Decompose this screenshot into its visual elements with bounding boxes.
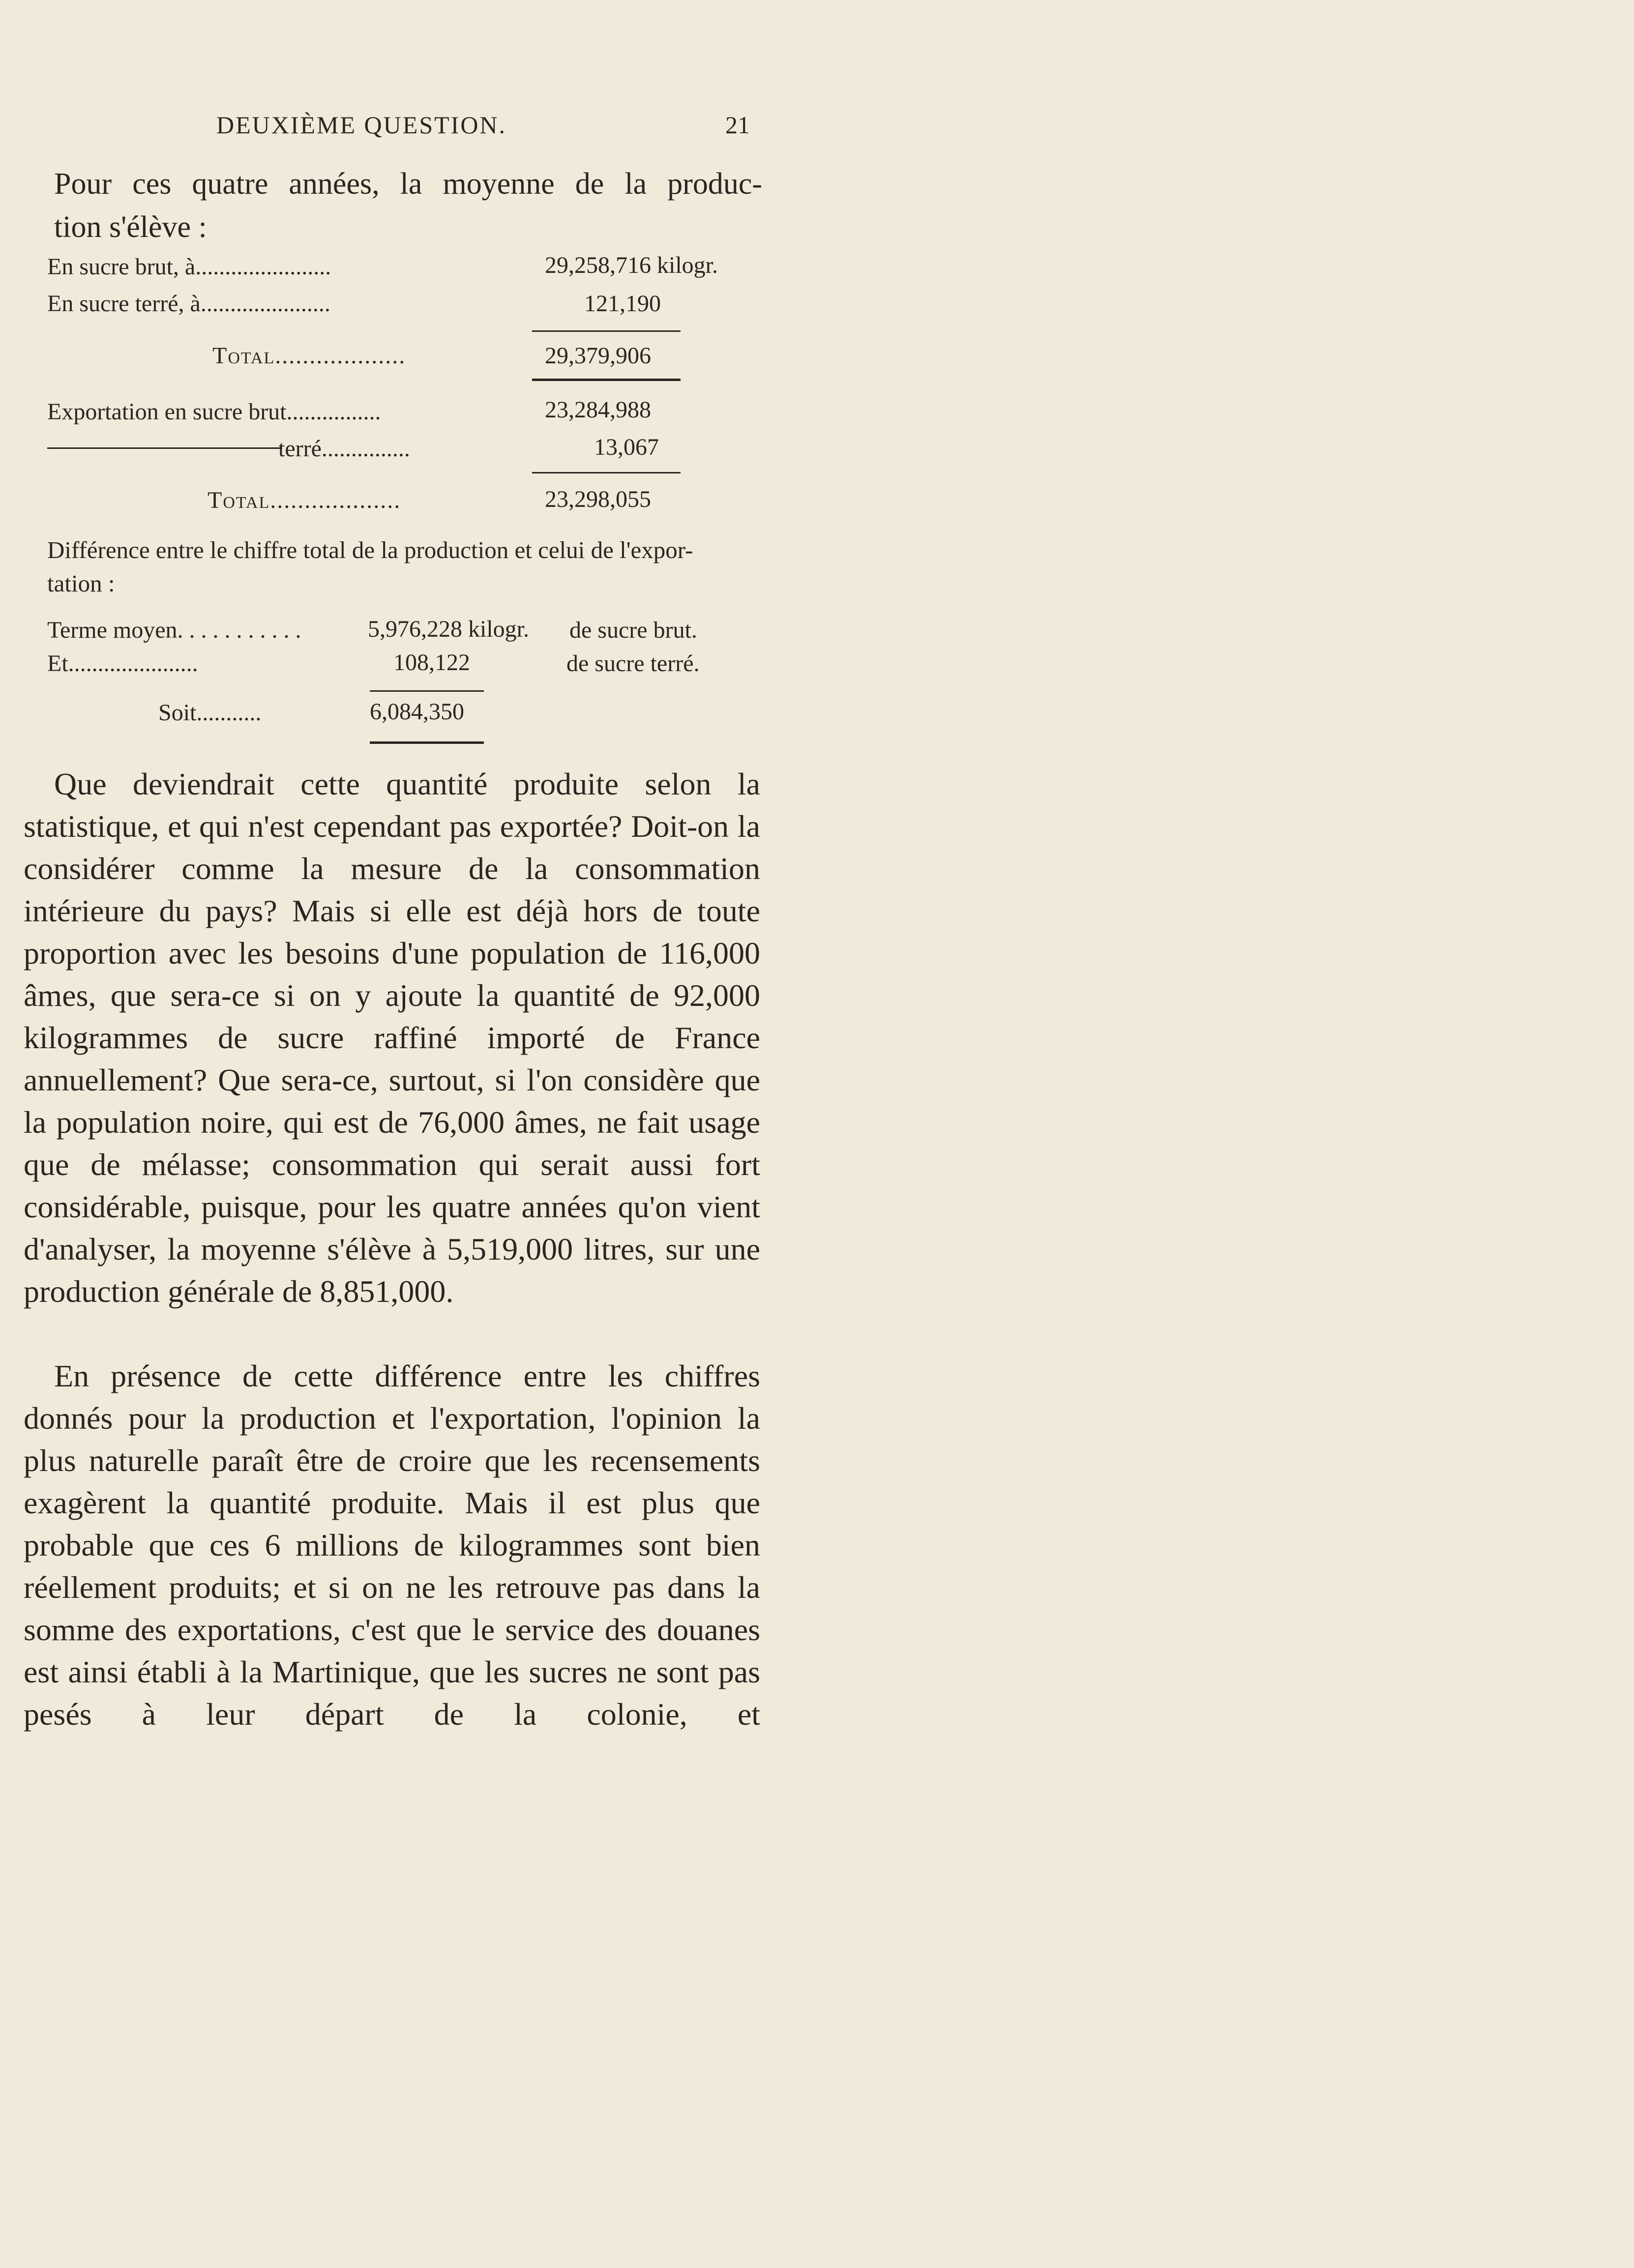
- export-row-terre-label: terré...............: [278, 436, 410, 462]
- production-row-terre-value: 121,190: [584, 291, 661, 317]
- difference-line-2: tation :: [47, 570, 115, 597]
- export-total-label: Total...................: [208, 487, 401, 513]
- production-total-value: 29,379,906: [545, 343, 651, 369]
- body-paragraph-2: [24, 1355, 760, 1736]
- ditto-rule: [47, 447, 282, 449]
- body-paragraph-1: [24, 763, 760, 1313]
- difference-row-moyen-value: 5,976,228 kilogr.: [368, 616, 530, 642]
- export-row-brut-value: 23,284,988: [545, 397, 651, 423]
- difference-soit-value: 6,084,350: [370, 699, 464, 725]
- intro-line-1: Pour ces quatre années, la moyenne de la produc-: [54, 167, 762, 201]
- difference-row-moyen-unit: de sucre brut.: [569, 617, 697, 643]
- paragraph-1-text: Que deviendrait cette quantité produite selon la statistique, et qui n'est cependant pas exportée? Doit-on la considérer comme la mesure de la consommation intérieure du pays? Mais si elle est déjà hors de toute proportion avec les besoins d'une population de 116,000 âmes, que sera-ce si on y ajoute la quantité de 92,000 kilogrammes de sucre raffiné importé de France annuellement? Que sera-ce, surtout, si l'on considère que la population noire, qui est de 76,000 âmes, ne fait usage que de mélasse; consommation qui serait aussi fort considérable, puisque, pour les quatre années qu'on vient d'analyser, la moyenne s'élève à 5,519,000 litres, sur une production générale de 8,851,000.: [24, 766, 760, 1309]
- difference-row-moyen-label: Terme moyen. . . . . . . . . . .: [47, 617, 301, 643]
- production-row-terre-label: En sucre terré, à......................: [47, 291, 330, 317]
- difference-soit-label: Soit...........: [158, 700, 262, 726]
- production-sum-rule: [532, 330, 681, 332]
- paragraph-2-text: En présence de cette différence entre les chiffres donnés pour la production et l'exportation, l'opinion la plus naturelle paraît être de croire que les recensements exagèrent la quantité produite. Mais il est plus que probable que ces 6 millions de kilogrammes sont bien réellement produits; et si on ne les retrouve pas dans la somme des exportations, c'est que le service des douanes est ainsi établi à la Martinique, que les sucres ne sont pas pesés à leur départ de la colonie, et: [24, 1358, 760, 1732]
- difference-row-et-value: 108,122: [393, 649, 470, 676]
- export-row-terre-value: 13,067: [594, 434, 659, 460]
- difference-row-et-unit: de sucre terré.: [566, 650, 700, 677]
- page-number: 21: [725, 111, 750, 139]
- production-row-brut-value: 29,258,716 kilogr.: [545, 252, 718, 278]
- export-total-value: 23,298,055: [545, 486, 651, 512]
- intro-line-2: tion s'élève :: [54, 210, 207, 244]
- running-head: DEUXIÈME QUESTION.: [216, 111, 507, 139]
- difference-total-rule: [370, 741, 484, 744]
- difference-line-1: Différence entre le chiffre total de la production et celui de l'expor-: [47, 536, 693, 563]
- production-total-rule: [532, 379, 681, 381]
- export-row-brut-label: Exportation en sucre brut................: [47, 399, 381, 425]
- production-total-label: Total...................: [212, 343, 406, 369]
- difference-sum-rule: [370, 690, 484, 692]
- difference-row-et-label: Et......................: [47, 650, 198, 677]
- production-row-brut-label: En sucre brut, à.......................: [47, 254, 331, 280]
- export-sum-rule: [532, 472, 681, 473]
